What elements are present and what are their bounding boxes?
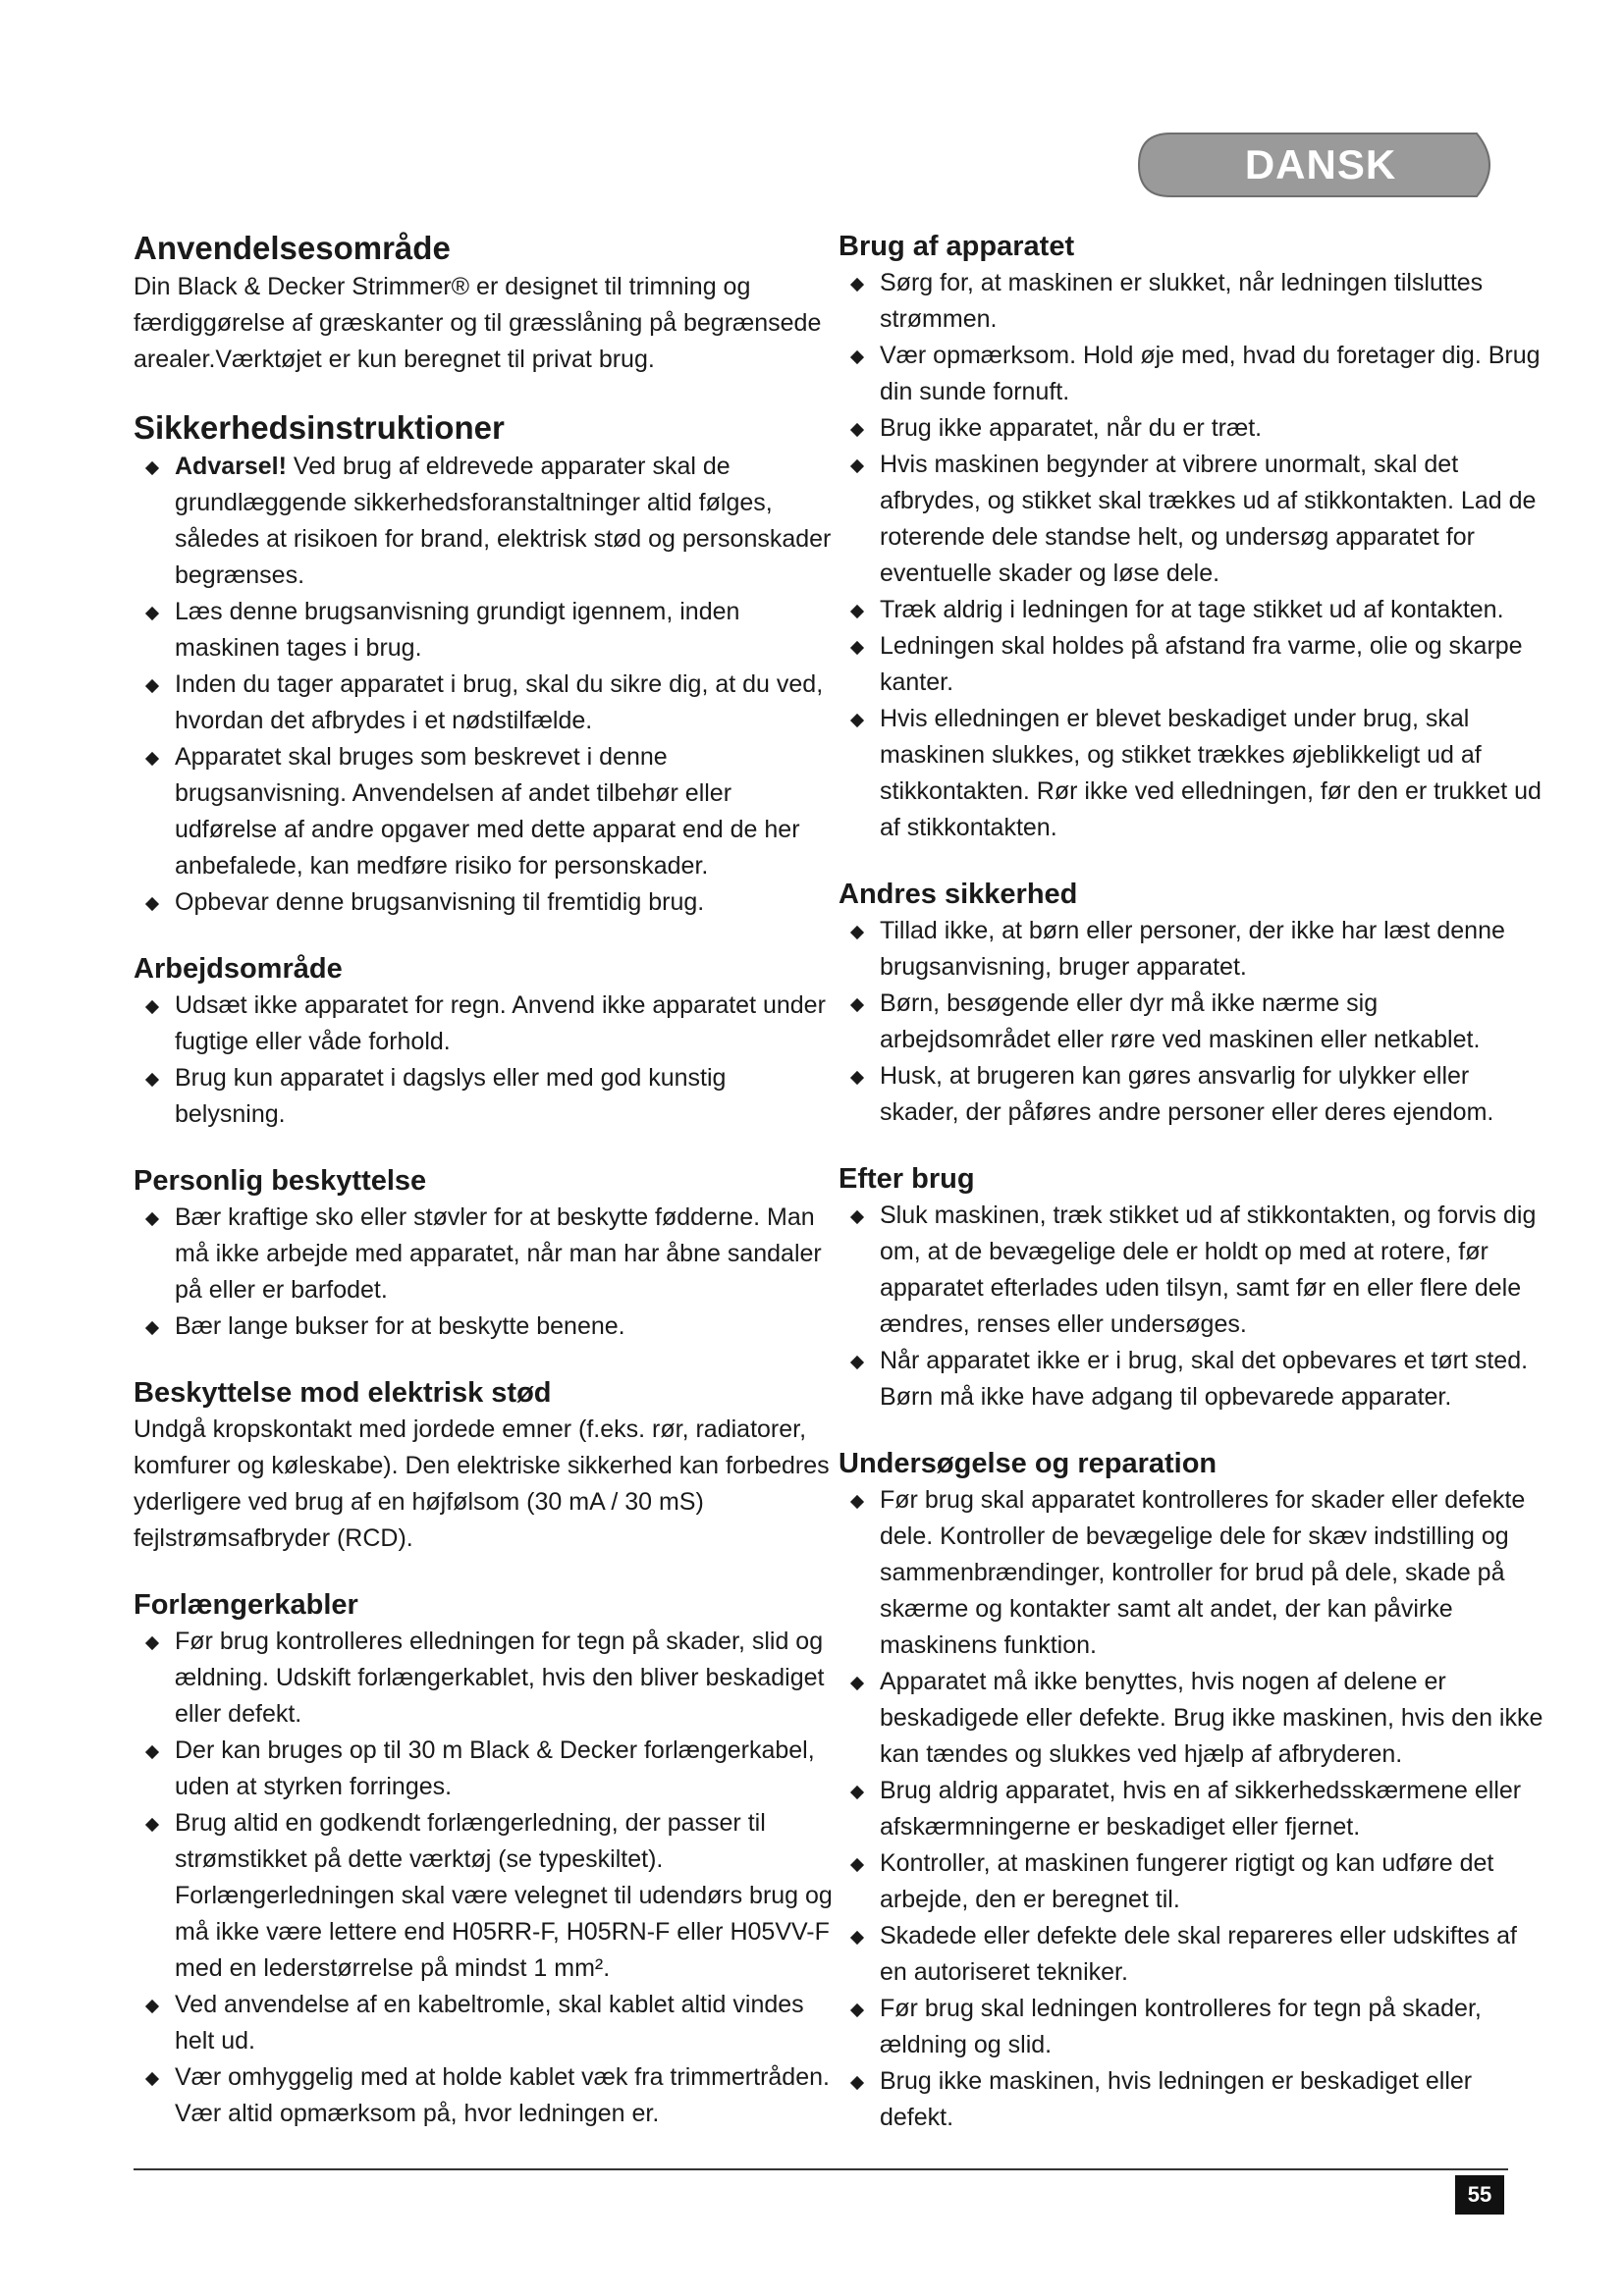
list-item xyxy=(839,628,1545,701)
list-item xyxy=(839,1991,1545,2063)
list-item xyxy=(134,1200,840,1308)
list-item-text: Brug aldrig apparatet, hvis en af sikkerhedsskærmene eller afskærmningerne er beskadiget eller fjernet. xyxy=(880,1777,1522,1841)
list-item xyxy=(134,2059,840,2132)
list-item xyxy=(134,739,840,884)
page-number: 55 xyxy=(1455,2175,1504,2215)
list-item xyxy=(134,1805,840,1987)
bullet-icon xyxy=(145,1636,159,1650)
list-item xyxy=(134,594,840,667)
section-andres xyxy=(839,876,1545,1131)
list-item-text: Opbevar denne brugsanvisning til fremtidig brug. xyxy=(175,888,705,916)
bullet-icon xyxy=(850,423,864,437)
bullet-list xyxy=(839,265,1545,846)
bullet-icon xyxy=(850,2076,864,2090)
bullet-icon xyxy=(145,1212,159,1226)
section-forlaenger xyxy=(134,1586,840,2132)
list-item xyxy=(134,1624,840,1733)
bullet-icon xyxy=(850,1931,864,1945)
section-title: Anvendelsesområde xyxy=(134,230,451,266)
section-personlig xyxy=(134,1162,840,1345)
list-item-text: Brug ikke maskinen, hvis ledningen er beskadiget eller defekt. xyxy=(880,2067,1473,2131)
list-item xyxy=(134,1308,840,1345)
list-item-text: Hvis maskinen begynder at vibrere unormalt, skal det afbrydes, og stikket skal trækkes ud af stikkontakten. Lad de roterende dele standse helt, og undersøg apparatet for eventuelle skader og løse dele. xyxy=(880,451,1537,587)
list-item xyxy=(839,1482,1545,1664)
list-item-text: Brug altid en godkendt forlængerledning, der passer til strømstikket på dette værktøj (se typeskiltet). Forlængerledningen skal være velegnet til udendørs brug og må ikke være lettere end H05RR-F, H05RN-F eller H05VV-F med en lederstørrelse på mindst 1 mm². xyxy=(175,1809,833,1982)
bullet-icon xyxy=(145,1073,159,1087)
bullet-icon xyxy=(850,1071,864,1085)
bullet-icon xyxy=(145,1000,159,1014)
list-item-text: Før brug kontrolleres elledningen for tegn på skader, slid og ældning. Udskift forlængerkablet, hvis den bliver beskadiget eller defekt. xyxy=(175,1628,825,1728)
list-item-text: Apparatet må ikke benyttes, hvis nogen af delene er beskadigede eller defekte. Brug ikke maskinen, hvis den ikke kan tændes og slukkes ved hjælp af afbryderen. xyxy=(880,1668,1543,1768)
list-item-text: Vær opmærksom. Hold øje med, hvad du foretager dig. Brug din sunde fornuft. xyxy=(880,342,1541,405)
language-label: DANSK xyxy=(1244,141,1397,187)
section-undersoegelse xyxy=(839,1445,1545,2136)
list-item-text: Tillad ikke, at børn eller personer, der ikke har læst denne brugsanvisning, bruger apparatet. xyxy=(880,917,1505,981)
list-item xyxy=(839,1343,1545,1415)
list-item xyxy=(839,447,1545,592)
left-column xyxy=(134,228,840,2132)
bullet-icon xyxy=(850,1786,864,1799)
section-anvendelse xyxy=(134,228,840,378)
bullet-icon xyxy=(850,1677,864,1690)
list-item-text: Bær kraftige sko eller støvler for at beskytte fødderne. Man må ikke arbejde med apparatet, når man har åbne sandaler på eller er barfodet. xyxy=(175,1203,822,1304)
bullet-icon xyxy=(850,1210,864,1224)
list-item xyxy=(134,667,840,739)
list-item-text: Skadede eller defekte dele skal repareres eller udskiftes af en autoriseret tekniker. xyxy=(880,1922,1517,1986)
bullet-icon xyxy=(145,752,159,766)
section-text: Undgå kropskontakt med jordede emner (f.eks. rør, radiatorer, komfurer og køleskabe). Den elektriske sikkerhed kan forbedres yderligere ved brug af en højfølsom (30 mA / 30 mS) fejlstrømsafbryder (RCD). xyxy=(134,1415,830,1552)
bullet-icon xyxy=(145,2072,159,2086)
bullet-icon xyxy=(850,926,864,939)
warning-text: Ved brug af eldrevede apparater skal de grundlæggende sikkerhedsforanstaltninger altid følges, således at risikoen for brand, elektrisk stød og personskader begrænses. xyxy=(175,453,832,589)
section-title: Andres sikkerhed xyxy=(839,879,1078,910)
section-title: Efter brug xyxy=(839,1163,975,1195)
list-item xyxy=(839,592,1545,628)
bullet-icon xyxy=(145,1818,159,1832)
warning-label: Advarsel! xyxy=(175,453,287,480)
list-item-text: Træk aldrig i ledningen for at tage stikket ud af kontakten. xyxy=(880,596,1504,623)
bullet-list xyxy=(839,1198,1545,1415)
section-text: Din Black & Decker Strimmer® er designet til trimning og færdiggørelse af græskanter og til græsslåning på begrænsede arealer.Værktøjet er kun beregnet til privat brug. xyxy=(134,273,822,373)
list-item xyxy=(839,1664,1545,1773)
bullet-icon xyxy=(850,714,864,727)
bullet-icon xyxy=(850,1495,864,1509)
list-item xyxy=(839,1058,1545,1131)
list-item-text: Før brug skal ledningen kontrolleres for tegn på skader, ældning og slid. xyxy=(880,1995,1482,2058)
bullet-icon xyxy=(850,641,864,655)
bullet-icon xyxy=(850,2003,864,2017)
section-title: Personlig beskyttelse xyxy=(134,1165,427,1197)
list-item xyxy=(839,410,1545,447)
list-item xyxy=(839,1198,1545,1343)
bullet-icon xyxy=(145,2000,159,2013)
bullet-icon xyxy=(145,607,159,620)
bullet-list xyxy=(134,1624,840,2132)
list-item xyxy=(134,988,840,1060)
bullet-icon xyxy=(145,897,159,911)
list-item xyxy=(839,1773,1545,1845)
list-item-text: Når apparatet ikke er i brug, skal det opbevares et tørt sted. Børn må ikke have adgang til opbevarede apparater. xyxy=(880,1347,1529,1411)
bullet-icon xyxy=(850,998,864,1012)
bullet-icon xyxy=(145,1745,159,1759)
bullet-list xyxy=(839,913,1545,1131)
footer-divider xyxy=(134,2168,1508,2170)
list-item xyxy=(839,701,1545,846)
bullet-list xyxy=(134,1200,840,1345)
section-title: Undersøgelse og reparation xyxy=(839,1448,1218,1479)
bullet-list xyxy=(134,988,840,1133)
list-item xyxy=(839,338,1545,410)
bullet-icon xyxy=(850,278,864,292)
list-item xyxy=(134,1060,840,1133)
bullet-icon xyxy=(145,1321,159,1335)
list-item-text: Bær lange bukser for at beskytte benene. xyxy=(175,1312,625,1340)
bullet-icon xyxy=(850,605,864,618)
list-item-text: Inden du tager apparatet i brug, skal du sikre dig, at du ved, hvordan det afbrydes i et nødstilfælde. xyxy=(175,670,824,734)
section-brug xyxy=(839,228,1545,846)
bullet-icon xyxy=(850,1356,864,1369)
bullet-icon xyxy=(145,461,159,475)
bullet-list xyxy=(134,449,840,921)
list-item-text: Hvis elledningen er blevet beskadiget under brug, skal maskinen slukkes, og stikket trækkes øjeblikkeligt ud af stikkontakten. Rør ikke ved elledningen, før den er trukket ud af stikkontakten. xyxy=(880,705,1542,841)
section-efter xyxy=(839,1160,1545,1415)
section-elektrisk xyxy=(134,1374,840,1557)
list-item-text: Børn, besøgende eller dyr må ikke nærme sig arbejdsområdet eller røre ved maskinen eller netkablet. xyxy=(880,989,1481,1053)
list-item-text: Udsæt ikke apparatet for regn. Anvend ikke apparatet under fugtige eller våde forhold. xyxy=(175,991,826,1055)
list-item-text: Brug kun apparatet i dagslys eller med god kunstig belysning. xyxy=(175,1064,727,1128)
list-item xyxy=(839,1845,1545,1918)
list-item-text: Læs denne brugsanvisning grundigt igennem, inden maskinen tages i brug. xyxy=(175,598,740,662)
section-title: Brug af apparatet xyxy=(839,231,1075,262)
list-item-text: Sørg for, at maskinen er slukket, når ledningen tilsluttes strømmen. xyxy=(880,269,1484,333)
list-item-text: Husk, at brugeren kan gøres ansvarlig for ulykker eller skader, der påføres andre personer eller deres ejendom. xyxy=(880,1062,1494,1126)
language-tab xyxy=(1137,132,1504,198)
right-column xyxy=(839,228,1545,2136)
list-item-text: Der kan bruges op til 30 m Black & Decker forlængerkabel, uden at styrken forringes. xyxy=(175,1736,815,1800)
bullet-icon xyxy=(850,350,864,364)
bullet-list xyxy=(839,1482,1545,2136)
bullet-icon xyxy=(850,459,864,473)
list-item-text: Vær omhyggelig med at holde kablet væk fra trimmertråden. Vær altid opmærksom på, hvor ledningen er. xyxy=(175,2063,830,2127)
bullet-icon xyxy=(145,679,159,693)
section-title: Beskyttelse mod elektrisk stød xyxy=(134,1377,552,1409)
section-title: Sikkerhedsinstruktioner xyxy=(134,409,505,446)
list-item xyxy=(134,884,840,921)
bullet-icon xyxy=(850,1858,864,1872)
section-title: Forlængerkabler xyxy=(134,1589,358,1621)
list-item xyxy=(839,265,1545,338)
section-arbejdsomraade xyxy=(134,950,840,1133)
list-item-text: Brug ikke apparatet, når du er træt. xyxy=(880,414,1263,442)
list-item xyxy=(839,986,1545,1058)
list-item xyxy=(134,449,840,594)
list-item-text: Før brug skal apparatet kontrolleres for skader eller defekte dele. Kontroller de bevægelige dele for skæv indstilling og sammenbrændinger, kontroller for brud på dele, skade på skærme og kontakter samt alt andet, der kan påvirke maskinens funktion. xyxy=(880,1486,1526,1659)
list-item-text: Kontroller, at maskinen fungerer rigtigt og kan udføre det arbejde, den er beregnet til. xyxy=(880,1849,1494,1913)
list-item xyxy=(839,2063,1545,2136)
list-item-text: Sluk maskinen, træk stikket ud af stikkontakten, og forvis dig om, at de bevægelige dele er holdt op med at rotere, før apparatet efterlades uden tilsyn, samt før en eller flere dele ændres, renses eller undersøges. xyxy=(880,1201,1537,1338)
list-item-text: Ved anvendelse af en kabeltromle, skal kablet altid vindes helt ud. xyxy=(175,1991,804,2055)
section-sikkerhed xyxy=(134,407,840,921)
list-item xyxy=(839,1918,1545,1991)
list-item-text: Ledningen skal holdes på afstand fra varme, olie og skarpe kanter. xyxy=(880,632,1523,696)
list-item xyxy=(134,1987,840,2059)
list-item xyxy=(134,1733,840,1805)
list-item xyxy=(839,913,1545,986)
section-title: Arbejdsområde xyxy=(134,953,343,985)
list-item-text: Apparatet skal bruges som beskrevet i denne brugsanvisning. Anvendelsen af andet tilbehør eller udførelse af andre opgaver med dette apparat end de her anbefalede, kan medføre risiko for personskader. xyxy=(175,743,800,880)
